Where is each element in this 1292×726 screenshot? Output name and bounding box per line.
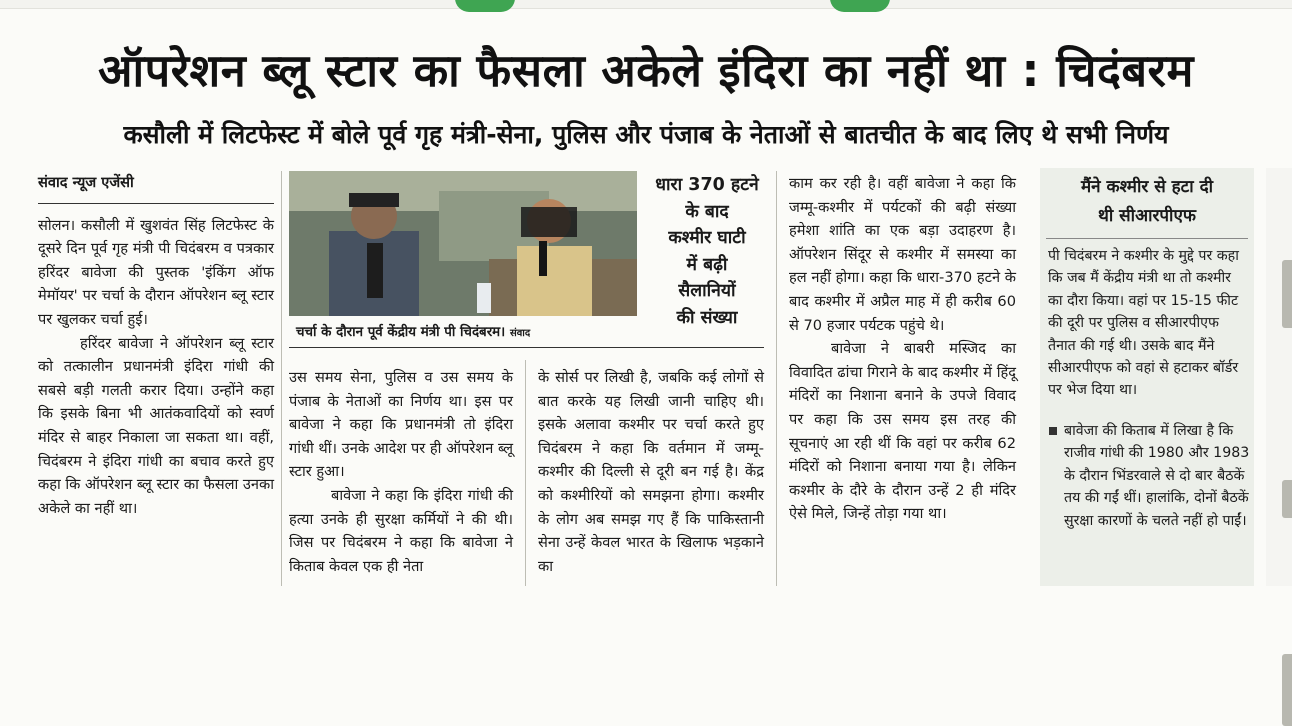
sidebar-title [1040, 168, 1254, 231]
column-divider [525, 360, 526, 586]
paragraph: के सोर्स पर लिखी है, जबकि कई लोगों से बात करके यह लिखी जानी चाहिए थी। इसके अलावा कश्मीर पर चर्चा करते हुए चिदंबरम ने कहा कि वर्तमान में जम्मू-कश्मीर की दिल्ली से दूरी बन गई है। केंद्र को कश्मीरियों को समझना होगा। कश्मीर के लोग अब समझ गए हैं कि पाकिस्तानी सेना उन्हें केवल भारत के खिलाफ भड़काने का [538, 369, 764, 575]
sidebar-text: पी चिदंबरम ने कश्मीर के मुद्दे पर कहा कि जब मैं केंद्रीय मंत्री था तो कश्मीर का दौरा किया। वहां पर 15-15 फीट की दूरी पर पुलिस व सीआरपीएफ तैनात की गई थी। उसके बाद मैंने सीआरपीएफ को वहां से हटाकर बॉर्डर पर भेज दिया था। [1048, 248, 1239, 399]
paragraph: सोलन। कसौली में खुशवंत सिंह लिटफेस्ट के दूसरे दिन पूर्व गृह मंत्री पी चिदंबरम व पत्रकार हरिंदर बावेजा की पुस्तक 'इंकिंग ऑफ मेमॉयर' पर चर्चा के दौरान ऑपरेशन ब्लू स्टार पर खुलकर चर्चा हुई। [38, 216, 274, 328]
pull-quote-line: सैलानियों [678, 281, 736, 301]
column-divider [281, 171, 282, 586]
photo-credit: संवाद [509, 328, 531, 339]
paragraph: बावेजा ने बाबरी मस्जिद का विवादित ढांचा गिराने के बाद कश्मीर में हिंदू मंदिरों का निशाना बनाने के उपजे विवाद पर कहा कि उस समय इस तरह की सूचनाएं आ रही थीं कि वहां पर करीब 62 मंदिरों को निशाना बनाया गया है। लेकिन कश्मीर के दौरे के दौरान उन्हें 2 ही मंदिर ऐसे मिले, जिन्हें तोड़ा गया था। [789, 340, 1016, 523]
byline: संवाद न्यूज एजेंसी [38, 174, 134, 191]
pull-quote [652, 172, 762, 331]
column-4 [789, 172, 1016, 526]
column-3 [538, 366, 764, 578]
pull-quote-line: कश्मीर घाटी [668, 228, 746, 248]
decorative-arc-right [830, 0, 890, 12]
edge-mark [1282, 260, 1292, 328]
sidebar-bullet-text: बावेजा की किताब में लिखा है कि राजीव गांधी की 1980 और 1983 के दौरान भिंडरवाले से दो बार बैठकें तय की गईं थीं। हालांकि, दोनों बैठकें सुरक्षा कारणों के चलते नहीं हो पाईं। [1064, 422, 1250, 529]
photo-caption [296, 322, 636, 340]
pull-quote-line: की संख्या [676, 307, 738, 328]
column-divider [776, 171, 777, 586]
square-bullet-icon [1049, 427, 1057, 435]
paragraph: काम कर रही है। वहीं बावेजा ने कहा कि जम्मू-कश्मीर में पर्यटकों की बढ़ी संख्या हमेशा शांति का एक बड़ा उदाहरण है। ऑपरेशन सिंदूर से कश्मीर में समस्या का हल नहीं होगा। कहा कि धारा-370 हटने के बाद कश्मीर में अप्रैल माह में ही करीब 60 से 70 हजार पर्यटक पहुंचे थे। [789, 175, 1016, 334]
caption-text: चर्चा के दौरान पूर्व केंद्रीय मंत्री पी चिदंबरम। [296, 325, 506, 340]
paragraph: हरिंदर बावेजा ने ऑपरेशन ब्लू स्टार को तत्कालीन प्रधानमंत्री इंदिरा गांधी की सबसे बड़ी गलती करार दिया। उन्होंने कहा कि इसके बिना भी आतंकवादियों को स्वर्ण मंदिर से बाहर निकाला जा सकता था। वहीं, चिदंबरम ने इंदिरा गांधी का बचाव करते हुए कहा कि ऑपरेशन ब्लू स्टार का फैसला उनका अकेले का नहीं था। [38, 334, 275, 517]
sidebar-title-line: थी सीआरपीएफ [1098, 206, 1196, 226]
decorative-arc-left [455, 0, 515, 12]
byline-rule [38, 203, 274, 214]
paragraph: उस समय सेना, पुलिस व उस समय के पंजाब के नेताओं का निर्णय था। इस पर बावेजा ने कहा कि प्रधानमंत्री तो इंदिरा गांधी थीं। उनके आदेश पर ही ऑपरेशन ब्लू स्टार हुआ। [289, 369, 513, 481]
paragraph: बावेजा ने कहा कि इंदिरा गांधी की हत्या उनके ही सुरक्षा कर्मियों ने की थी। जिस पर चिदंबरम ने कहा कि बावेजा ने किताब केवल एक ही नेता [289, 486, 513, 575]
pull-quote-line: के बाद [685, 201, 729, 222]
edge-mark [1282, 654, 1292, 726]
headline: ऑपरेशन ब्लू स्टार का फैसला अकेले इंदिरा का नहीं था : चिदंबरम [98, 44, 1194, 97]
photo-illustration [289, 171, 637, 316]
column-2 [289, 366, 513, 578]
sidebar-title-line: मैंने कश्मीर से हटा दी [1081, 177, 1213, 197]
edge-mark [1282, 480, 1292, 518]
sidebar-box [1040, 168, 1254, 586]
top-border [0, 0, 1292, 9]
adjacent-page-edge [1266, 168, 1292, 586]
column-1 [38, 171, 274, 520]
pull-quote-line: में बढ़ी [686, 254, 728, 275]
photo-rule [289, 347, 764, 348]
sidebar-bullet [1040, 420, 1254, 533]
news-photo [289, 171, 637, 316]
subheadline: कसौली में लिटफेस्ट में बोले पूर्व गृह मंत्री-सेना, पुलिस और पंजाब के नेताओं से बातचीत के बाद लिए थे सभी निर्णय [123, 120, 1169, 149]
sidebar-rule [1046, 238, 1248, 239]
pull-quote-line: धारा 370 हटने [655, 175, 759, 195]
